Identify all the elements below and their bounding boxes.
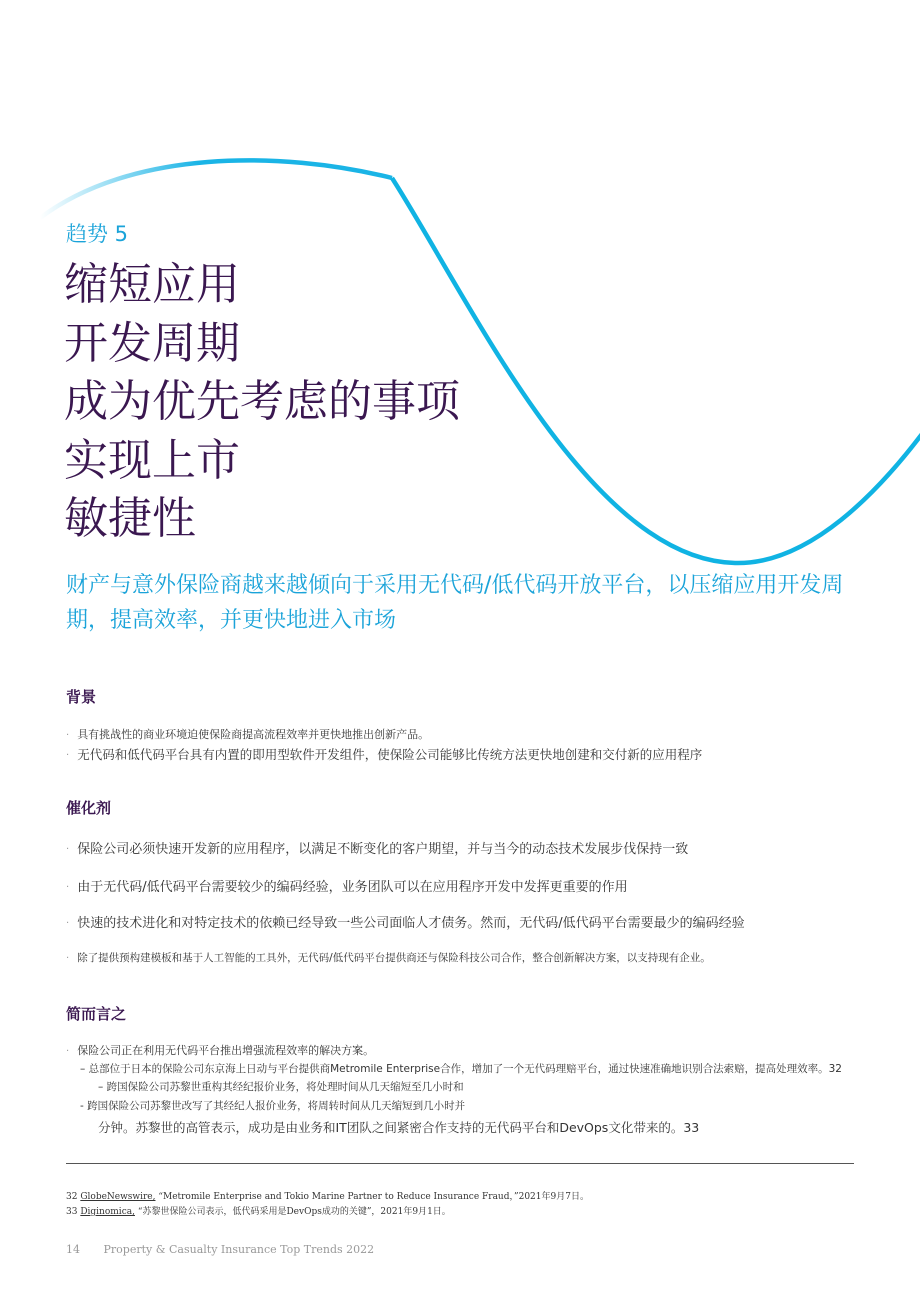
footnote-source-link[interactable]: GlobeNewswire, [80, 1192, 156, 1202]
title-line: 成为优先考虑的事项 [64, 376, 460, 427]
bullet-dot-icon: · [66, 729, 70, 741]
list-item: · 具有挑战性的商业环境迫使保险商提高流程效率并更快地推出创新产品。 [66, 728, 430, 741]
footnote: 33 Diginomica, “苏黎世保险公司表示，低代码采用是DevOps成功的关键”，2021年9月1日。 [66, 1207, 451, 1217]
bullet-dot-icon: · [66, 750, 70, 761]
footnote-divider [66, 1163, 854, 1164]
bullet-dot-icon: · [66, 952, 70, 964]
footnote: 32 GlobeNewswire, “Metromile Enterprise and Tokio Marine Partner to Reduce Insurance Fraud，”2021年9月7日。 [66, 1192, 589, 1202]
list-item: · 保险公司必须快速开发新的应用程序，以满足不断变化的客户期望，并与当今的动态技术发展步伐保持一致 [66, 842, 689, 857]
page-title [64, 256, 460, 549]
title-line: 实现上市 [64, 434, 240, 486]
list-item: · 快速的技术进化和对特定技术的依赖已经导致一些公司面临人才债务。然而，无代码/低代码平台需要最少的编码经验 [66, 916, 745, 931]
bullet-dot-icon: · [66, 882, 70, 893]
title-line: 开发周期 [64, 317, 240, 369]
subtitle: 财产与意外保险商越来越倾向于采用无代码/低代码开放平台，以压缩应用开发周期，提高效率，并更快地进入市场 [66, 573, 844, 633]
sub-list-item: – 跨国保险公司苏黎世重构其经纪报价业务，将处理时间从几天缩短至几小时和 [98, 1081, 464, 1093]
trend-label: 趋势 5 [66, 222, 129, 246]
bullet-dot-icon: · [66, 844, 70, 855]
sub-list-item: 分钟。苏黎世的高管表示，成功是由业务和IT团队之间紧密合作支持的无代码平台和DevOps文化带来的。33 [98, 1120, 700, 1135]
list-item: · 无代码和低代码平台具有内置的即用型软件开发组件，使保险公司能够比传统方法更快地创建和交付新的应用程序 [66, 747, 703, 762]
section-heading-catalyst: 催化剂 [66, 799, 112, 817]
page-number: 14 [66, 1243, 80, 1256]
section-heading-in-short: 简而言之 [66, 1005, 127, 1023]
report-title: Property & Casualty Insurance Top Trends 2022 [103, 1243, 375, 1256]
list-item: · 除了提供预构建模板和基于人工智能的工具外，无代码/低代码平台提供商还与保险科技公司合作，整合创新解决方案，以支持现有企业。 [66, 952, 711, 964]
footnote-source-link[interactable]: Diginomica, [80, 1207, 135, 1217]
bullet-dot-icon: · [66, 1045, 70, 1057]
page-footer [66, 1243, 374, 1256]
list-item: · 由于无代码/低代码平台需要较少的编码经验，业务团队可以在应用程序开发中发挥更重要的作用 [66, 880, 628, 895]
sub-list-item: – 总部位于日本的保险公司东京海上日动与平台提供商Metromile Enterprise合作，增加了一个无代码理赔平台，通过快速准确地识别合法索赔，提高处理效率。32 [80, 1063, 842, 1075]
list-item: · 保险公司正在利用无代码平台推出增强流程效率的解决方案。 [66, 1044, 375, 1057]
section-heading-background: 背景 [66, 688, 97, 706]
title-line: 敏捷性 [64, 493, 196, 544]
bullet-dot-icon: · [66, 918, 70, 929]
title-line: 缩短应用 [64, 259, 240, 310]
sub-list-item: - 跨国保险公司苏黎世改写了其经纪人报价业务，将周转时间从几天缩短到几小时并 [80, 1100, 466, 1112]
